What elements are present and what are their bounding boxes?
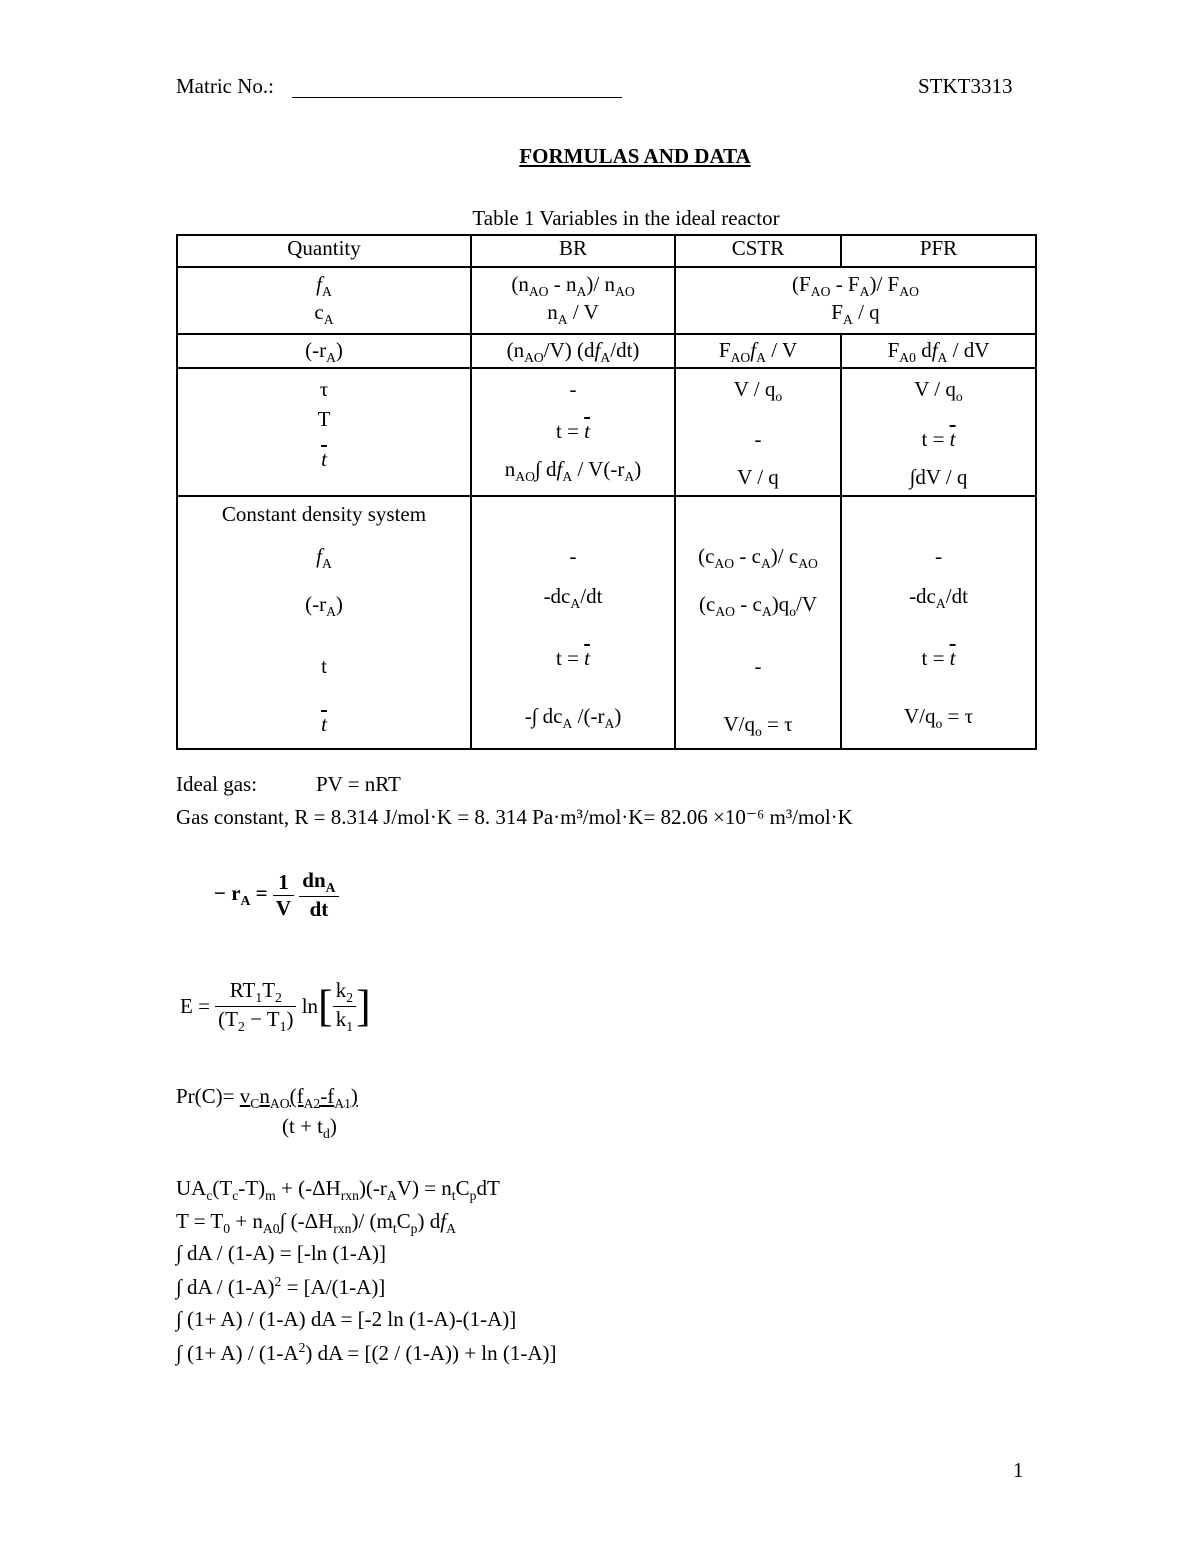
header-quantity: Quantity (177, 235, 471, 267)
cstr-cell: V / $q_o$ - V / q (675, 368, 841, 496)
br-cell: $(n_{AO}/V)$ $(df_A/dt)$ (471, 334, 675, 368)
br-cell: $(n_{AO} - n_A)/$ $n_{AO}$ $n_A$ / V (471, 267, 675, 334)
header-cstr: CSTR (675, 235, 841, 267)
constant-density-label: Constant density system (221, 502, 427, 526)
page-title: FORMULAS AND DATA (519, 144, 751, 168)
quantity-cell: τ T $\overline{t}$ (177, 368, 471, 496)
header-br: BR (471, 235, 675, 267)
integral-2: ∫ dA / $(1-A)^2 = [A/(1-A)]$ (176, 1274, 386, 1299)
pfr-cell: $F_{A0}$ $df_A$ / dV (841, 334, 1036, 368)
course-code: STKT3313 (918, 74, 1013, 98)
gas-constant: Gas constant, R = 8.314 J/mol·K = 8. 314 Pa·m³/mol·K= 82.06 ×10⁻⁶ m³/mol·K (176, 805, 853, 829)
matric-blank-line (292, 97, 622, 98)
br-cell: - $-dc_A/dt$ $t = \overline{t}$ -∫ $dc_A$ $/(-r_A)$ (471, 496, 675, 749)
pfr-cell: - $-dc_A/dt$ $t = \overline{t}$ $V/q_o = \tau$ (841, 496, 1036, 749)
cstr-cell: $F_{AO}f_A$ / V (675, 334, 841, 368)
table-row (177, 267, 1036, 334)
productivity-equation: $Pr(C)= v_Cn_{AO}(f_{A2}-f_{A1})$ (176, 1084, 358, 1112)
table-header-row (177, 235, 1036, 267)
cstr-cell: $(c_{AO} - c_A)/$ $c_{AO}$ $(c_{AO} - c_A)q_o/V$ - $V/q_o = \tau$ (675, 496, 841, 749)
integral-4: ∫ $(1+ A) / (1-A^2)$ dA = [(2 / (1-A)) + ln (1-A)] (176, 1340, 557, 1365)
quantity-cell: Constant density system $f_A$ $(-r_A)$ t $\overline{t}$ (177, 496, 471, 749)
integral-3: ∫ (1+ A) / (1-A) dA = [-2 ln (1-A)-(1-A)] (176, 1307, 517, 1331)
pfr-cell: V / $q_o$ $t = \overline{t}$ ∫dV / q (841, 368, 1036, 496)
table-caption: Table 1 Variables in the ideal reactor (472, 206, 780, 230)
table-row (177, 334, 1036, 368)
rate-equation: − $r_A$ = $\frac{1}{V}$ $\frac{dn_A}{dt}$ (214, 868, 339, 922)
temperature-equation: $T = T_0 + n_{A0}\int$ $(-\Delta H_{rxn})/$ $(m_tC_p)$ $df_A$ (176, 1209, 456, 1237)
table-row (177, 368, 1036, 496)
br-cell: - $t = \overline{t}$ $n_{AO}\int$ $df_A / V(-r_A)$ (471, 368, 675, 496)
table-row (177, 496, 1036, 749)
quantity-cell: $(-r_A)$ (177, 334, 471, 368)
integral-1: ∫ dA / (1-A) = [-ln (1-A)] (176, 1241, 387, 1265)
activation-energy-equation: E = $\frac{RT_1T_2}{(T_2 - T_1)}$ ln[ $\frac{k_2}{k_1}$ ] (180, 978, 371, 1035)
energy-balance-equation: $UA_c(T_c-T)_m + (-\Delta H_{rxn})(-r_AV) = n_tC_pdT$ (176, 1176, 500, 1204)
variables-table (176, 234, 1037, 750)
quantity-cell: $f_A$ $c_A$ (177, 267, 471, 334)
productivity-denominator: $(t + t_d)$ (282, 1114, 337, 1142)
header-pfr: PFR (841, 235, 1036, 267)
ideal-gas-label: Ideal gas: (176, 772, 258, 796)
cstr-pfr-cell: $(F_{AO} - F_A)/$ $F_{AO}$ $F_A$ / q (675, 267, 1036, 334)
matric-label: Matric No.: (176, 74, 274, 98)
page-number: 1 (1013, 1458, 1024, 1482)
ideal-gas-equation: PV = nRT (316, 772, 401, 796)
